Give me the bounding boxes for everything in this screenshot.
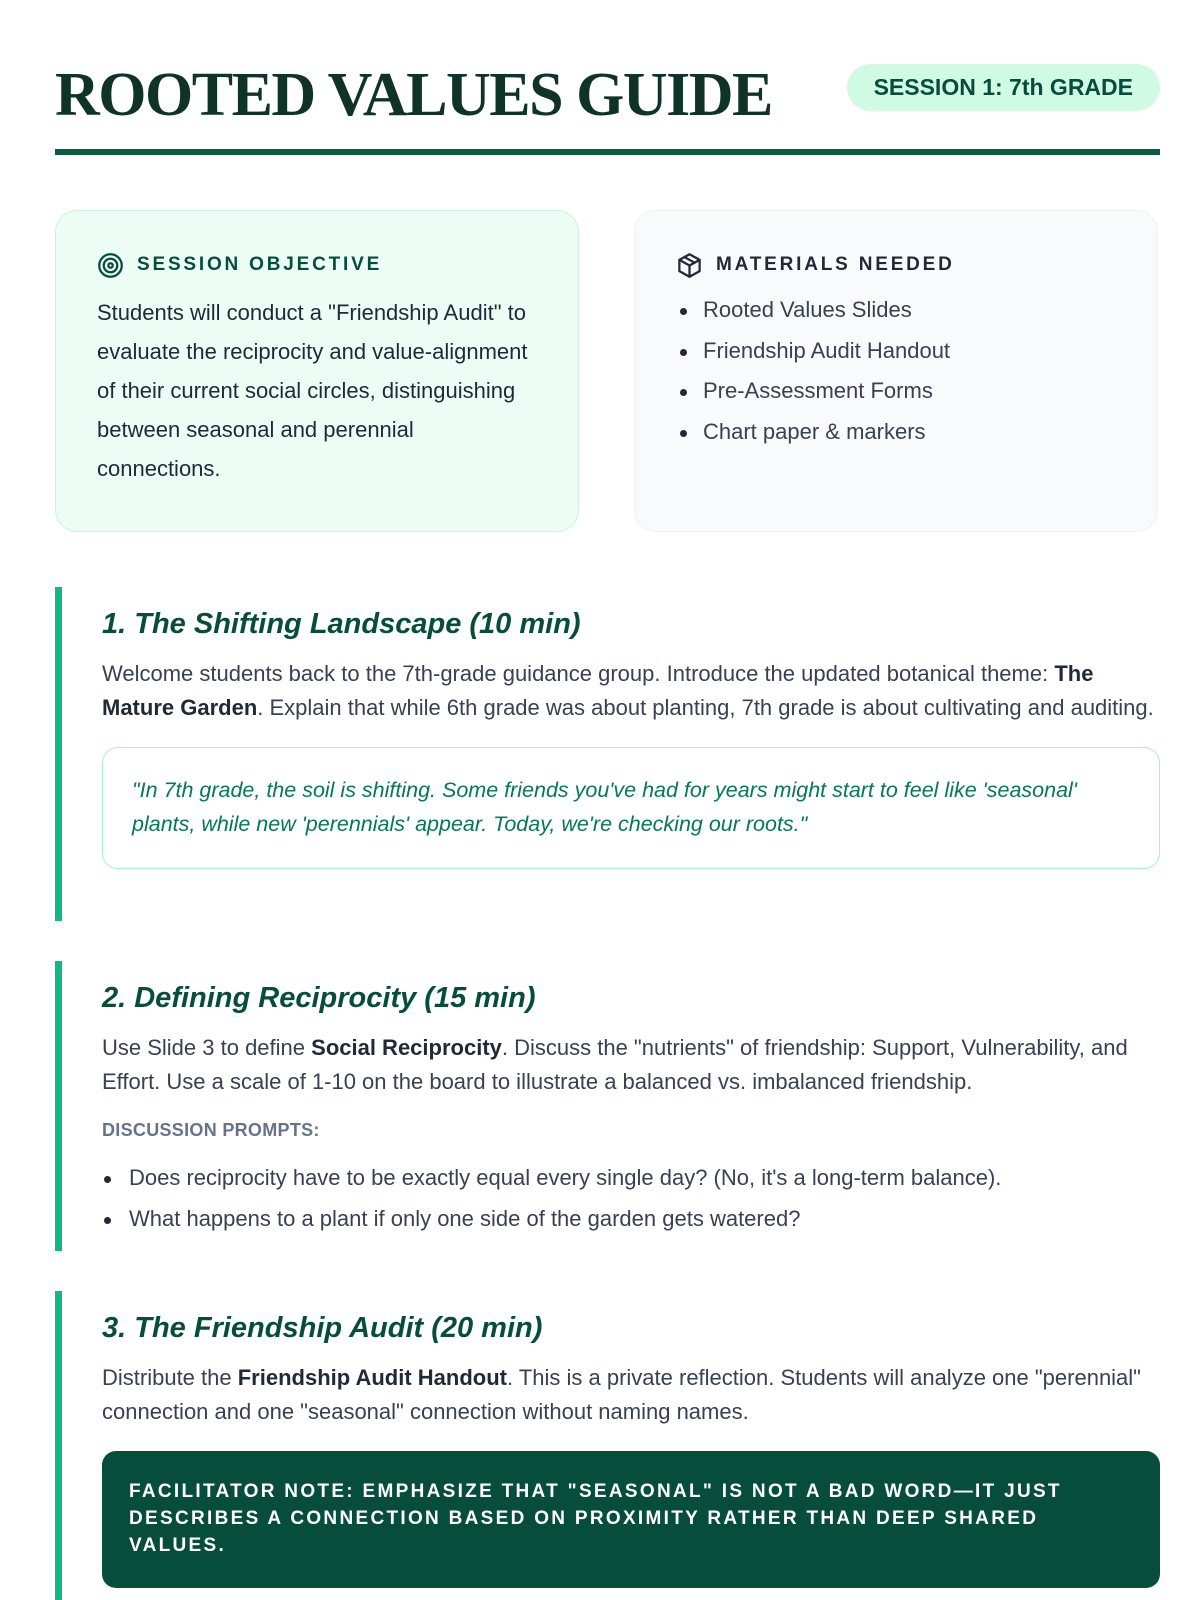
list-item: What happens to a plant if only one side of the garden gets watered? (102, 1199, 1160, 1240)
session-badge: SESSION 1: 7th GRADE (847, 64, 1160, 111)
materials-heading-row (676, 245, 1117, 285)
facilitator-note: FACILITATOR NOTE: EMPHASIZE THAT "SEASONAL" IS NOT A BAD WORD—IT JUST DESCRIBES A CONNECTION BASED ON PROXIMITY RATHER THAN DEEP SHARED VALUES. (102, 1451, 1160, 1588)
discussion-prompts-list (102, 1158, 1160, 1239)
objective-heading-row (97, 245, 538, 285)
materials-item: Friendship Audit Handout (676, 331, 1117, 372)
body-emphasis: Social Reciprocity (311, 1035, 502, 1060)
session-objective-card (55, 210, 579, 532)
target-icon (97, 252, 124, 279)
objective-text: Students will conduct a "Friendship Audit" to evaluate the reciprocity and value-alignment of their current social circles, distinguishing between seasonal and perennial connections. (97, 300, 528, 481)
body-emphasis: Friendship Audit Handout (237, 1365, 507, 1390)
materials-heading: MATERIALS NEEDED (716, 254, 955, 275)
section-body (102, 1361, 1160, 1429)
section-title: 1. The Shifting Landscape (10 min) (102, 608, 581, 640)
page-title: ROOTED VALUES GUIDE (55, 61, 772, 129)
materials-item: Chart paper & markers (676, 412, 1117, 453)
body-text: . This is a private reflection. Students will analyze one "perennial" connection and one "seasonal" connection without naming names. (102, 1365, 1141, 1424)
body-text: Distribute the (102, 1365, 238, 1390)
objective-heading: SESSION OBJECTIVE (137, 254, 383, 275)
list-item: Does reciprocity have to be exactly equal every single day? (No, it's a long-term balance). (102, 1158, 1160, 1199)
section-title: 3. The Friendship Audit (20 min) (102, 1312, 543, 1344)
section-title: 2. Defining Reciprocity (15 min) (102, 982, 536, 1014)
section-friendship-audit (55, 1291, 1160, 1600)
section-shifting-landscape (55, 587, 1160, 921)
package-icon (676, 252, 703, 279)
body-text: . Explain that while 6th grade was about planting, 7th grade is about cultivating and auditing. (257, 695, 1154, 720)
materials-list (676, 290, 1117, 452)
section-body (102, 657, 1160, 725)
header-divider (55, 149, 1160, 155)
body-text: Use Slide 3 to define (102, 1035, 312, 1060)
script-quote: "In 7th grade, the soil is shifting. Some friends you've had for years might start to feel like 'seasonal' plants, while new 'perennials' appear. Today, we're checking our roots." (102, 747, 1160, 869)
section-body (102, 1031, 1160, 1099)
body-text: Welcome students back to the 7th-grade guidance group. Introduce the updated botanical theme: (102, 661, 1055, 686)
body-text: . Discuss the "nutrients" of friendship: Support, Vulnerability, and Effort. Use a scale of 1-10 on the board to illustrate a balanced vs. imbalanced friendship. (102, 1035, 1128, 1094)
materials-item: Rooted Values Slides (676, 290, 1117, 331)
materials-needed-card (634, 210, 1158, 532)
page-header (55, 55, 1160, 155)
body-emphasis: The Mature Garden (102, 661, 1094, 720)
section-defining-reciprocity (55, 961, 1160, 1251)
materials-item: Pre-Assessment Forms (676, 371, 1117, 412)
discussion-prompts-label: DISCUSSION PROMPTS: (102, 1120, 320, 1140)
